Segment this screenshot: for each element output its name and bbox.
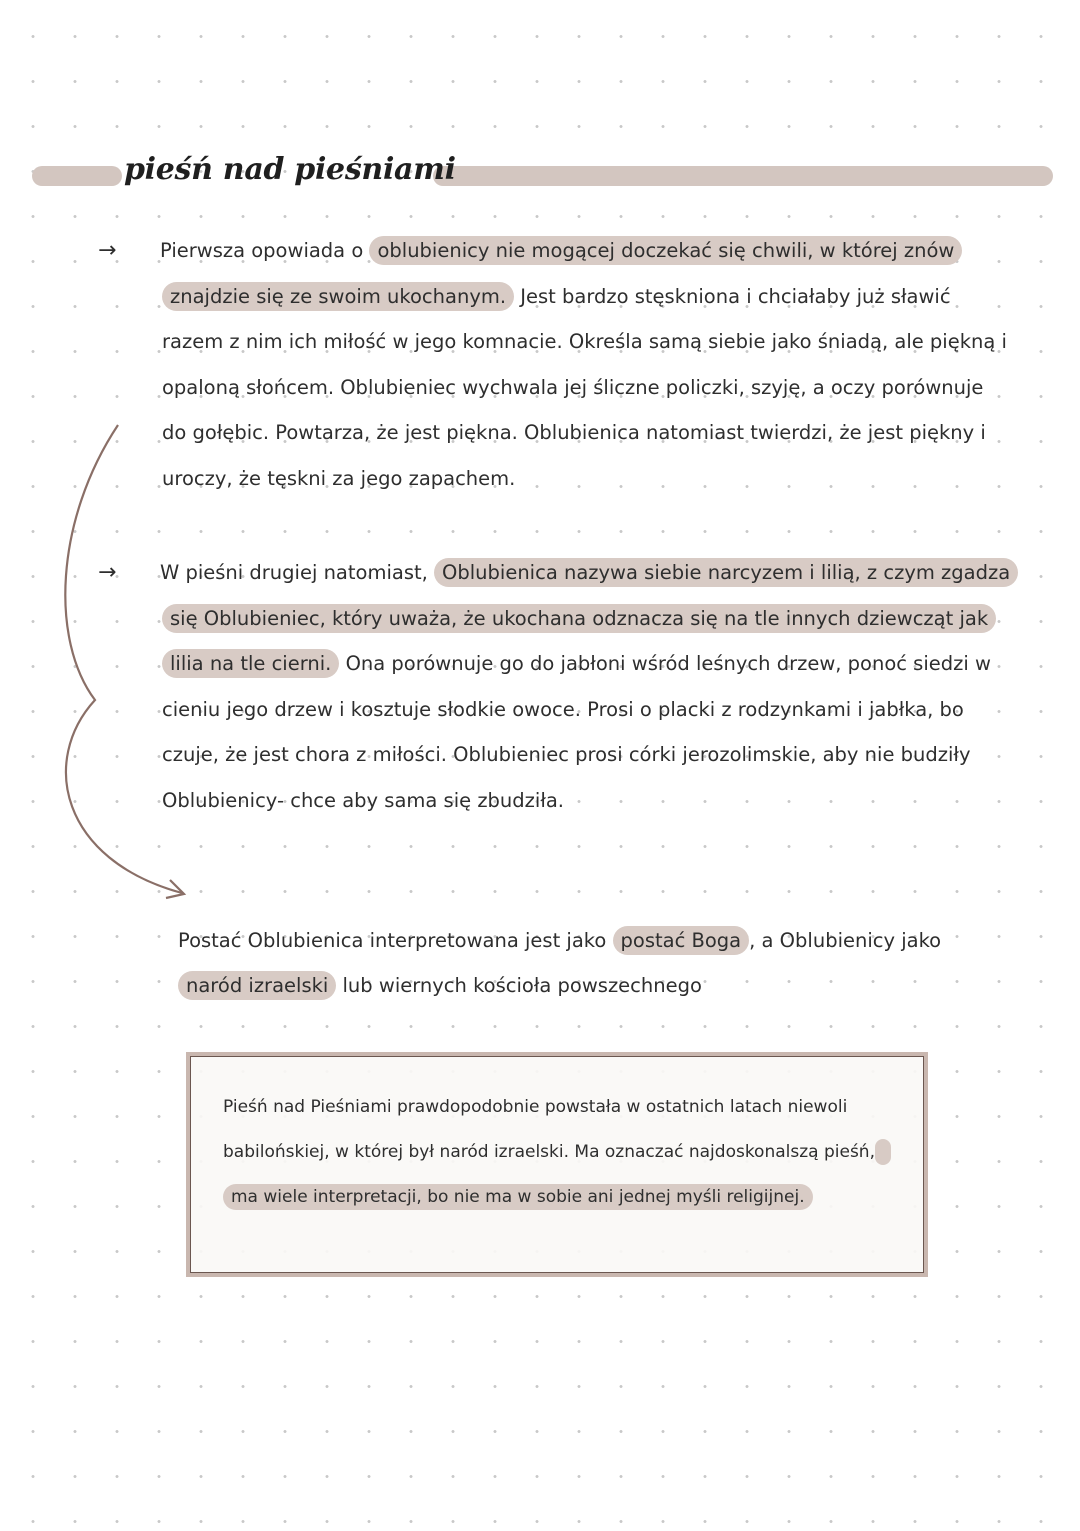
info-box [186, 1052, 928, 1277]
arrow-right-icon: → [98, 238, 117, 263]
title-decoration-right [433, 166, 1053, 186]
section-first-song [98, 228, 1012, 501]
section2-intro: W pieśni drugiej natomiast, [160, 561, 435, 584]
page-title: pieśń nad pieśniami [124, 152, 456, 187]
section1-intro: Pierwsza opowiada o [160, 239, 370, 262]
arrow-right-icon: → [98, 560, 117, 585]
section2-body: Ona porównuje go do jabłoni wśród leśnych drzew, ponoć siedzi w cieniu jego drzew i kosztuje słodkie owoce. Prosi o placki z rodzynkami i jabłka, bo czuje, że jest chora z miłości. Oblubieniec prosi córki jerozolimskie, aby nie budziły Oblubienicy- chce aby sama się zbudziła. [162, 652, 991, 812]
interp-highlight-nation: naród izraelski [178, 971, 336, 1000]
interp-highlight-god: postać Boga [613, 926, 750, 955]
info-box-highlight: ma wiele interpretacji, bo nie ma w sobie ani jednej myśli religijnej. [223, 1139, 891, 1210]
info-box-text [223, 1085, 913, 1220]
interp-text-2: , a Oblubienicy jako [749, 929, 942, 952]
interp-text-3: lub wiernych kościoła powszechnego [336, 974, 702, 997]
section1-highlight: oblubienicy nie mogącej doczekać się chwili, w której znów znajdzie się ze swoim ukochanym. [162, 236, 962, 311]
section-second-song [98, 550, 1012, 823]
section2-highlight: Oblubienica nazywa siebie narcyzem i lilią, z czym zgadza się Oblubieniec, który uważa, że ukochana odznacza się na tle innych dziewcząt jak lilia na tle cierni. [162, 558, 1018, 678]
title-decoration-left [32, 166, 122, 186]
section1-body: Jest bardzo stęskniona i chciałaby już sławić razem z nim ich miłość w jego komnacie. Określa samą siebie jako śniadą, ale piękną i opaloną słońcem. Oblubieniec wychwala jej śliczne policzki, szyję, a oczy porównuje do gołębic. Powtarza, że jest piękna. Oblubienica natomiast twierdzi, że jest piękny i uroczy, że tęskni za jego zapachem. [162, 284, 1007, 490]
info-box-body: Pieśń nad Pieśniami prawdopodobnie powstała w ostatnich latach niewoli babilońskiej, w której był naród izraelski. Ma oznaczać najdoskonalszą pieśń, [223, 1097, 875, 1162]
interp-text-1: Postać Oblubienica interpretowana jest jako [178, 929, 613, 952]
interpretation-paragraph [178, 918, 978, 1008]
